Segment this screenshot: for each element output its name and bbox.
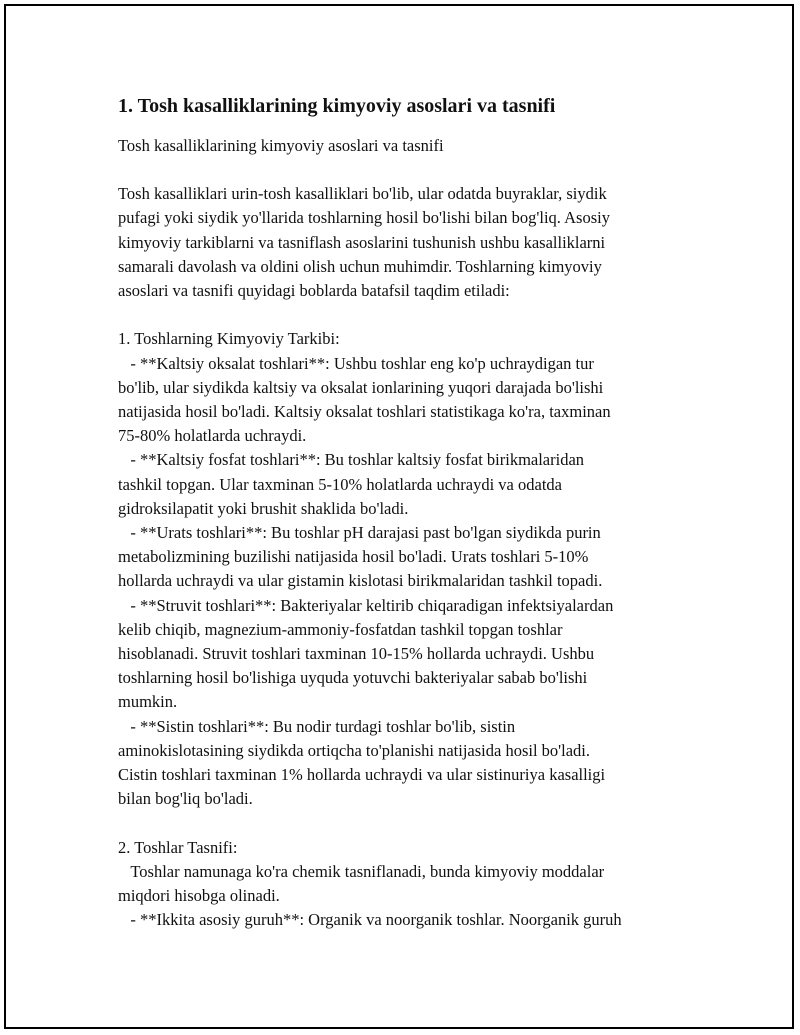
intro-paragraph: Tosh kasalliklari urin-tosh kasalliklari bo'lib, ular odatda buyraklar, siydik pufagi yoki siydik yo'llarida toshlarning hosil bo'lishi bilan bog'liq. Asosiy kimyoviy tarkiblarni va tasniflash asoslarini tushunish ushbu kasalliklarni samarali davolash va oldini olish uchun muhimdir. Toshlarning kimyoviy asoslari va tasnifi quyidagi boblarda batafsil taqdim etiladi:: [118, 184, 610, 300]
section2-text: Toshlar namunaga ko'ra chemik tasniflanadi, bunda kimyoviy moddalar miqdori hisobga olinadi.: [118, 861, 605, 906]
list-item-struvite: - **Struvit toshlari**: Bakteriyalar keltirib chiqaradigan infektsiyalardan kelib chiqib, magnezium-ammoniy-fosfatdan tashkil topgan toshlar hisoblanadi. Struvit toshlari taxminan 10-15% hollarda uchraydi. Ushbu toshlarning hosil bo'lishiga uyquda yotuvchi bakteriyalar sabab bo'lishi mumkin.: [118, 595, 614, 712]
list-item-two-groups: - **Ikkita asosiy guruh**: Organik va noorganik toshlar. Noorganik guruh: [118, 910, 622, 930]
spacer: [118, 303, 698, 327]
document-subtitle: Tosh kasalliklarining kimyoviy asoslari va tasnifi: [118, 136, 444, 155]
list-item-calcium-phosphate: - **Kaltsiy fosfat toshlari**: Bu toshlar kaltsiy fosfat birikmalaridan tashkil topgan. Ular taxminan 5-10% holatlarda uchraydi va odatda gidroksilapatit yoki brushit shaklida bo'ladi.: [118, 450, 585, 518]
spacer: [118, 158, 698, 182]
list-item-urate: - **Urats toshlari**: Bu toshlar pH darajasi past bo'lgan siydikda purin metabolizmining buzilishi natijasida hosil bo'ladi. Urats toshlari 5-10% hollarda uchraydi va ular gistamin kislotasi birikmalaridan tashkil topadi.: [118, 523, 603, 591]
list-item-cystine: - **Sistin toshlari**: Bu nodir turdagi toshlar bo'lib, sistin aminokislotasining siydikda ortiqcha to'planishi natijasida hosil bo'ladi. Cistin toshlari taxminan 1% hollarda uchraydi va ular sistinuriya kasalligi bilan bog'liq bo'ladi.: [118, 716, 606, 809]
document-body: [118, 90, 698, 932]
section1-heading: 1. Toshlarning Kimyoviy Tarkibi:: [118, 329, 340, 349]
document-title: 1. Tosh kasalliklarining kimyoviy asoslari va tasnifi: [118, 95, 556, 117]
list-item-calcium-oxalate: - **Kaltsiy oksalat toshlari**: Ushbu toshlar eng ko'p uchraydigan tur bo'lib, ular siydikda kaltsiy va oksalat ionlarining yuqori darajada bo'lishi natijasida hosil bo'ladi. Kaltsiy oksalat toshlari statistikaga ko'ra, taxminan 75-80% holatlarda uchraydi.: [118, 353, 611, 446]
spacer: [118, 811, 698, 835]
section2-heading: 2. Toshlar Tasnifi:: [118, 837, 238, 857]
